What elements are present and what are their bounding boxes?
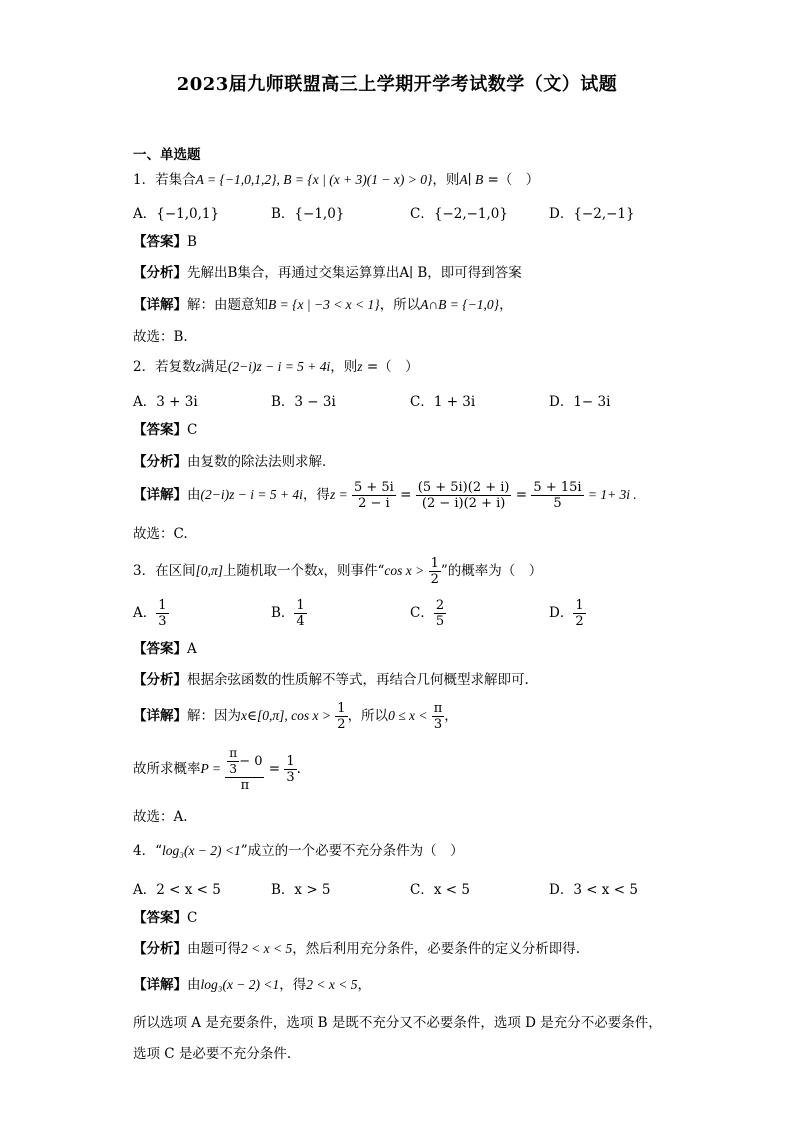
q3-option-a: A． $\frac{1}{3}$	[133, 598, 167, 629]
fraction: $\frac{(5 + 5i)(2 + i)}{(2 - i)(2 + i)}$	[417, 480, 510, 511]
q1-option-b: B．{−1,0}	[271, 206, 345, 222]
q2-choose: 故选：C.	[133, 526, 188, 542]
q3-probability: 故所求概率P = $\frac{\pi}{3}$ − 0 π = $\frac{1}{3}$ .	[133, 746, 301, 793]
page-title: 2023届九师联盟高三上学期开学考试数学（文）试题	[176, 74, 618, 95]
q4-option-c: C．x < 5	[410, 882, 470, 898]
q4-option-d: D．3 < x < 5	[549, 882, 638, 898]
q1-answer: 【答案】B	[133, 234, 197, 250]
q3-option-c: C． $\frac{2}{5}$	[410, 598, 445, 629]
q4-option-a: A．2 < x < 5	[133, 882, 221, 898]
q3-option-b: B． $\frac{1}{4}$	[271, 598, 305, 629]
q1-option-d: D．{−2,−1}	[549, 206, 635, 222]
q2-option-b: B．3 − 3i	[271, 394, 336, 410]
q3-choose: 故选：A.	[133, 809, 188, 825]
q3-analysis: 【分析】根据余弦函数的性质解不等式，再结合几何概型求解即可.	[133, 672, 529, 688]
section-heading: 一、单选题	[133, 147, 201, 163]
question-1-stem: 1．若集合A = {−1,0,1,2}, B = {x | (x + 3)(1 − x) > 0}，则A∣ B =（ ）	[133, 172, 540, 188]
question-3-stem: 3．在区间[0,π]上随机取一个数x，则事件“cos x > $\frac{1}{2}$ ”的概率为（ ）	[133, 556, 543, 587]
q4-option-b: B．x > 5	[271, 882, 331, 898]
fraction: $\frac{5 + 15i}{5}$	[533, 480, 582, 511]
q2-option-c: C．1 + 3i	[410, 394, 476, 410]
q3-detail: 【详解】解：因为x∈[0,π], cos x > $\frac{1}{2}$ ，所以0 ≤ x < $\frac{\pi}{3}$ ，	[133, 701, 458, 732]
q4-conclusion-line-1: 所以选项 A 是充要条件，选项 B 是既不充分又不必要条件，选项 D 是充分不必要条件，	[133, 1015, 662, 1031]
fraction: $\frac{\pi}{3}$ − 0 π	[225, 746, 264, 793]
question-2-stem: 2．若复数z满足(2−i)z − i = 5 + 4i，则z =（ ）	[133, 359, 419, 375]
q1-choose: 故选：B.	[133, 329, 188, 345]
q4-detail: 【详解】由log₃(x − 2) <1，得2 < x < 5，	[133, 977, 371, 993]
q1-option-a: A．{−1,0,1}	[133, 206, 220, 222]
q3-option-d: D． $\frac{1}{2}$	[549, 598, 584, 629]
q4-analysis: 【分析】由题可得2 < x < 5，然后利用充分条件，必要条件的定义分析即得.	[133, 941, 581, 957]
q1-detail: 【详解】解：由题意知B = {x | −3 < x < 1}，所以A∩B = {−1,0}，	[133, 297, 513, 313]
q1-option-c: C．{−2,−1,0}	[410, 206, 508, 222]
q4-conclusion-line-2: 选项 C 是必要不充分条件.	[133, 1046, 292, 1062]
q4-answer: 【答案】C	[133, 910, 198, 926]
fraction: $\frac{1}{2}$	[430, 556, 439, 587]
fraction: $\frac{5 + 5i}{2 - i}$	[353, 480, 394, 511]
q3-answer: 【答案】A	[133, 641, 197, 657]
q2-answer: 【答案】C	[133, 422, 198, 438]
q2-option-d: D．1− 3i	[549, 394, 611, 410]
q2-detail: 【详解】由(2−i)z − i = 5 + 4i，得z = $\frac{5 + 5i}{2 - i}$ = $\frac{(5 + 5i)(2 + i)}{(2 - i)(2 + i)}$ = $\frac{5 + 15i}{5}$ = 1+ 3i .	[133, 480, 637, 511]
q2-analysis: 【分析】由复数的除法法则求解．	[133, 454, 336, 470]
q2-option-a: A．3 + 3i	[133, 394, 198, 410]
question-4-stem: 4．“log₃(x − 2) <1”成立的一个必要不充分条件为（ ）	[133, 843, 464, 859]
q1-analysis: 【分析】先解出B集合，再通过交集运算算出A∣ B，即可得到答案	[133, 265, 522, 281]
